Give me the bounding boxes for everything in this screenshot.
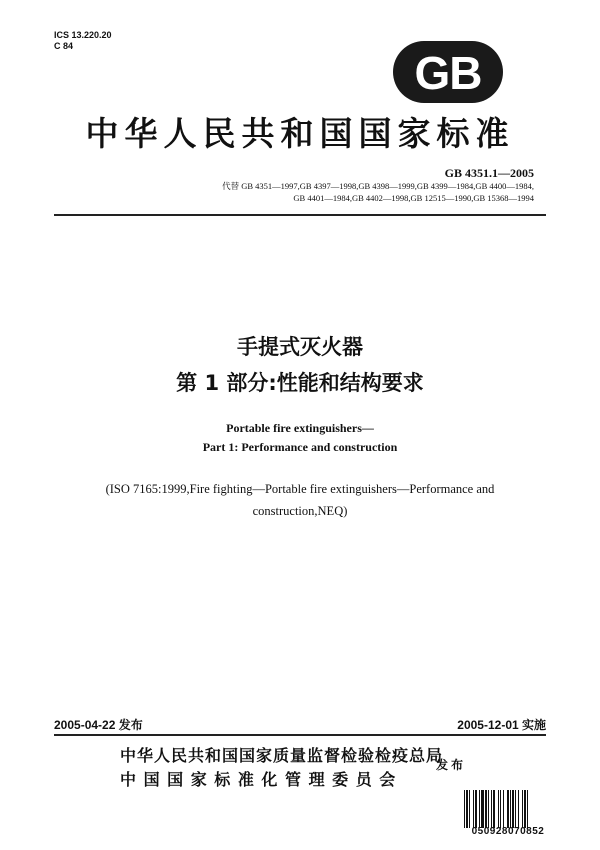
barcode-bar [518, 790, 519, 828]
barcode-bar [524, 790, 526, 828]
barcode-bar [500, 790, 501, 828]
gb-logo-text: GB [414, 47, 482, 99]
barcode-bar [522, 790, 523, 828]
header-divider [54, 214, 546, 216]
barcode-bar [507, 790, 509, 828]
issuer-line1: 中华人民共和国国家质量监督检验检疫总局 [120, 746, 444, 765]
issue-date: 2005-04-22 发布 [54, 718, 143, 732]
barcode-bar [491, 790, 492, 828]
barcode-number: 050928070852 [471, 826, 545, 837]
barcode-bar [510, 790, 511, 828]
barcode-bar [466, 790, 468, 828]
issuer-line2: 中 国 国 家 标 准 化 管 理 委 员 会 [120, 770, 397, 789]
barcode-bar [498, 790, 499, 828]
barcode-bar [527, 790, 528, 828]
replaced-standards-line2: GB 4401—1984,GB 4402—1998,GB 12515—1990,GB 15368—1994 [293, 193, 534, 203]
implementation-date: 2005-12-01 实施 [457, 718, 546, 732]
barcode-bar [469, 790, 470, 828]
barcode-bar [473, 790, 474, 828]
gb-logo [392, 40, 504, 104]
barcode-bar [503, 790, 504, 828]
ics-code: ICS 13.220.20 [54, 30, 112, 40]
iso-reference-line1: (ISO 7165:1999,Fire fighting—Portable fire extinguishers—Performance and [105, 482, 495, 496]
ccs-code: C 84 [54, 41, 74, 51]
replaced-standards [94, 180, 534, 204]
title-cn-line2: 第 1 部分:性能和结构要求 [176, 371, 424, 395]
barcode-bar [515, 790, 516, 828]
title-en-line2: Part 1: Performance and construction [202, 440, 398, 454]
title-cn-line1: 手提式灭火器 [237, 335, 363, 359]
replaced-standards-line1: 代替 GB 4351—1997,GB 4397—1998,GB 4398—1999,GB 4399—1984,GB 4400—1984, [222, 181, 534, 191]
footer-divider [54, 734, 546, 736]
barcode-bar [475, 790, 477, 828]
barcode-bar [479, 790, 480, 828]
barcode-bar [481, 790, 484, 828]
barcode-bar [493, 790, 495, 828]
iso-reference-line2: construction,NEQ) [252, 504, 348, 518]
classification-codes [54, 30, 112, 52]
standard-number: GB 4351.1—2005 [444, 166, 534, 180]
barcode [464, 790, 552, 828]
barcode-bar [464, 790, 465, 828]
barcode-bar [488, 790, 489, 828]
standard-title: 中华人民共和国国家标准 [85, 114, 515, 153]
barcode-bar [512, 790, 514, 828]
title-en-line1: Portable fire extinguishers— [226, 421, 374, 435]
iso-reference [60, 478, 540, 522]
release-label: 发布 [436, 758, 467, 772]
barcode-bar [485, 790, 487, 828]
